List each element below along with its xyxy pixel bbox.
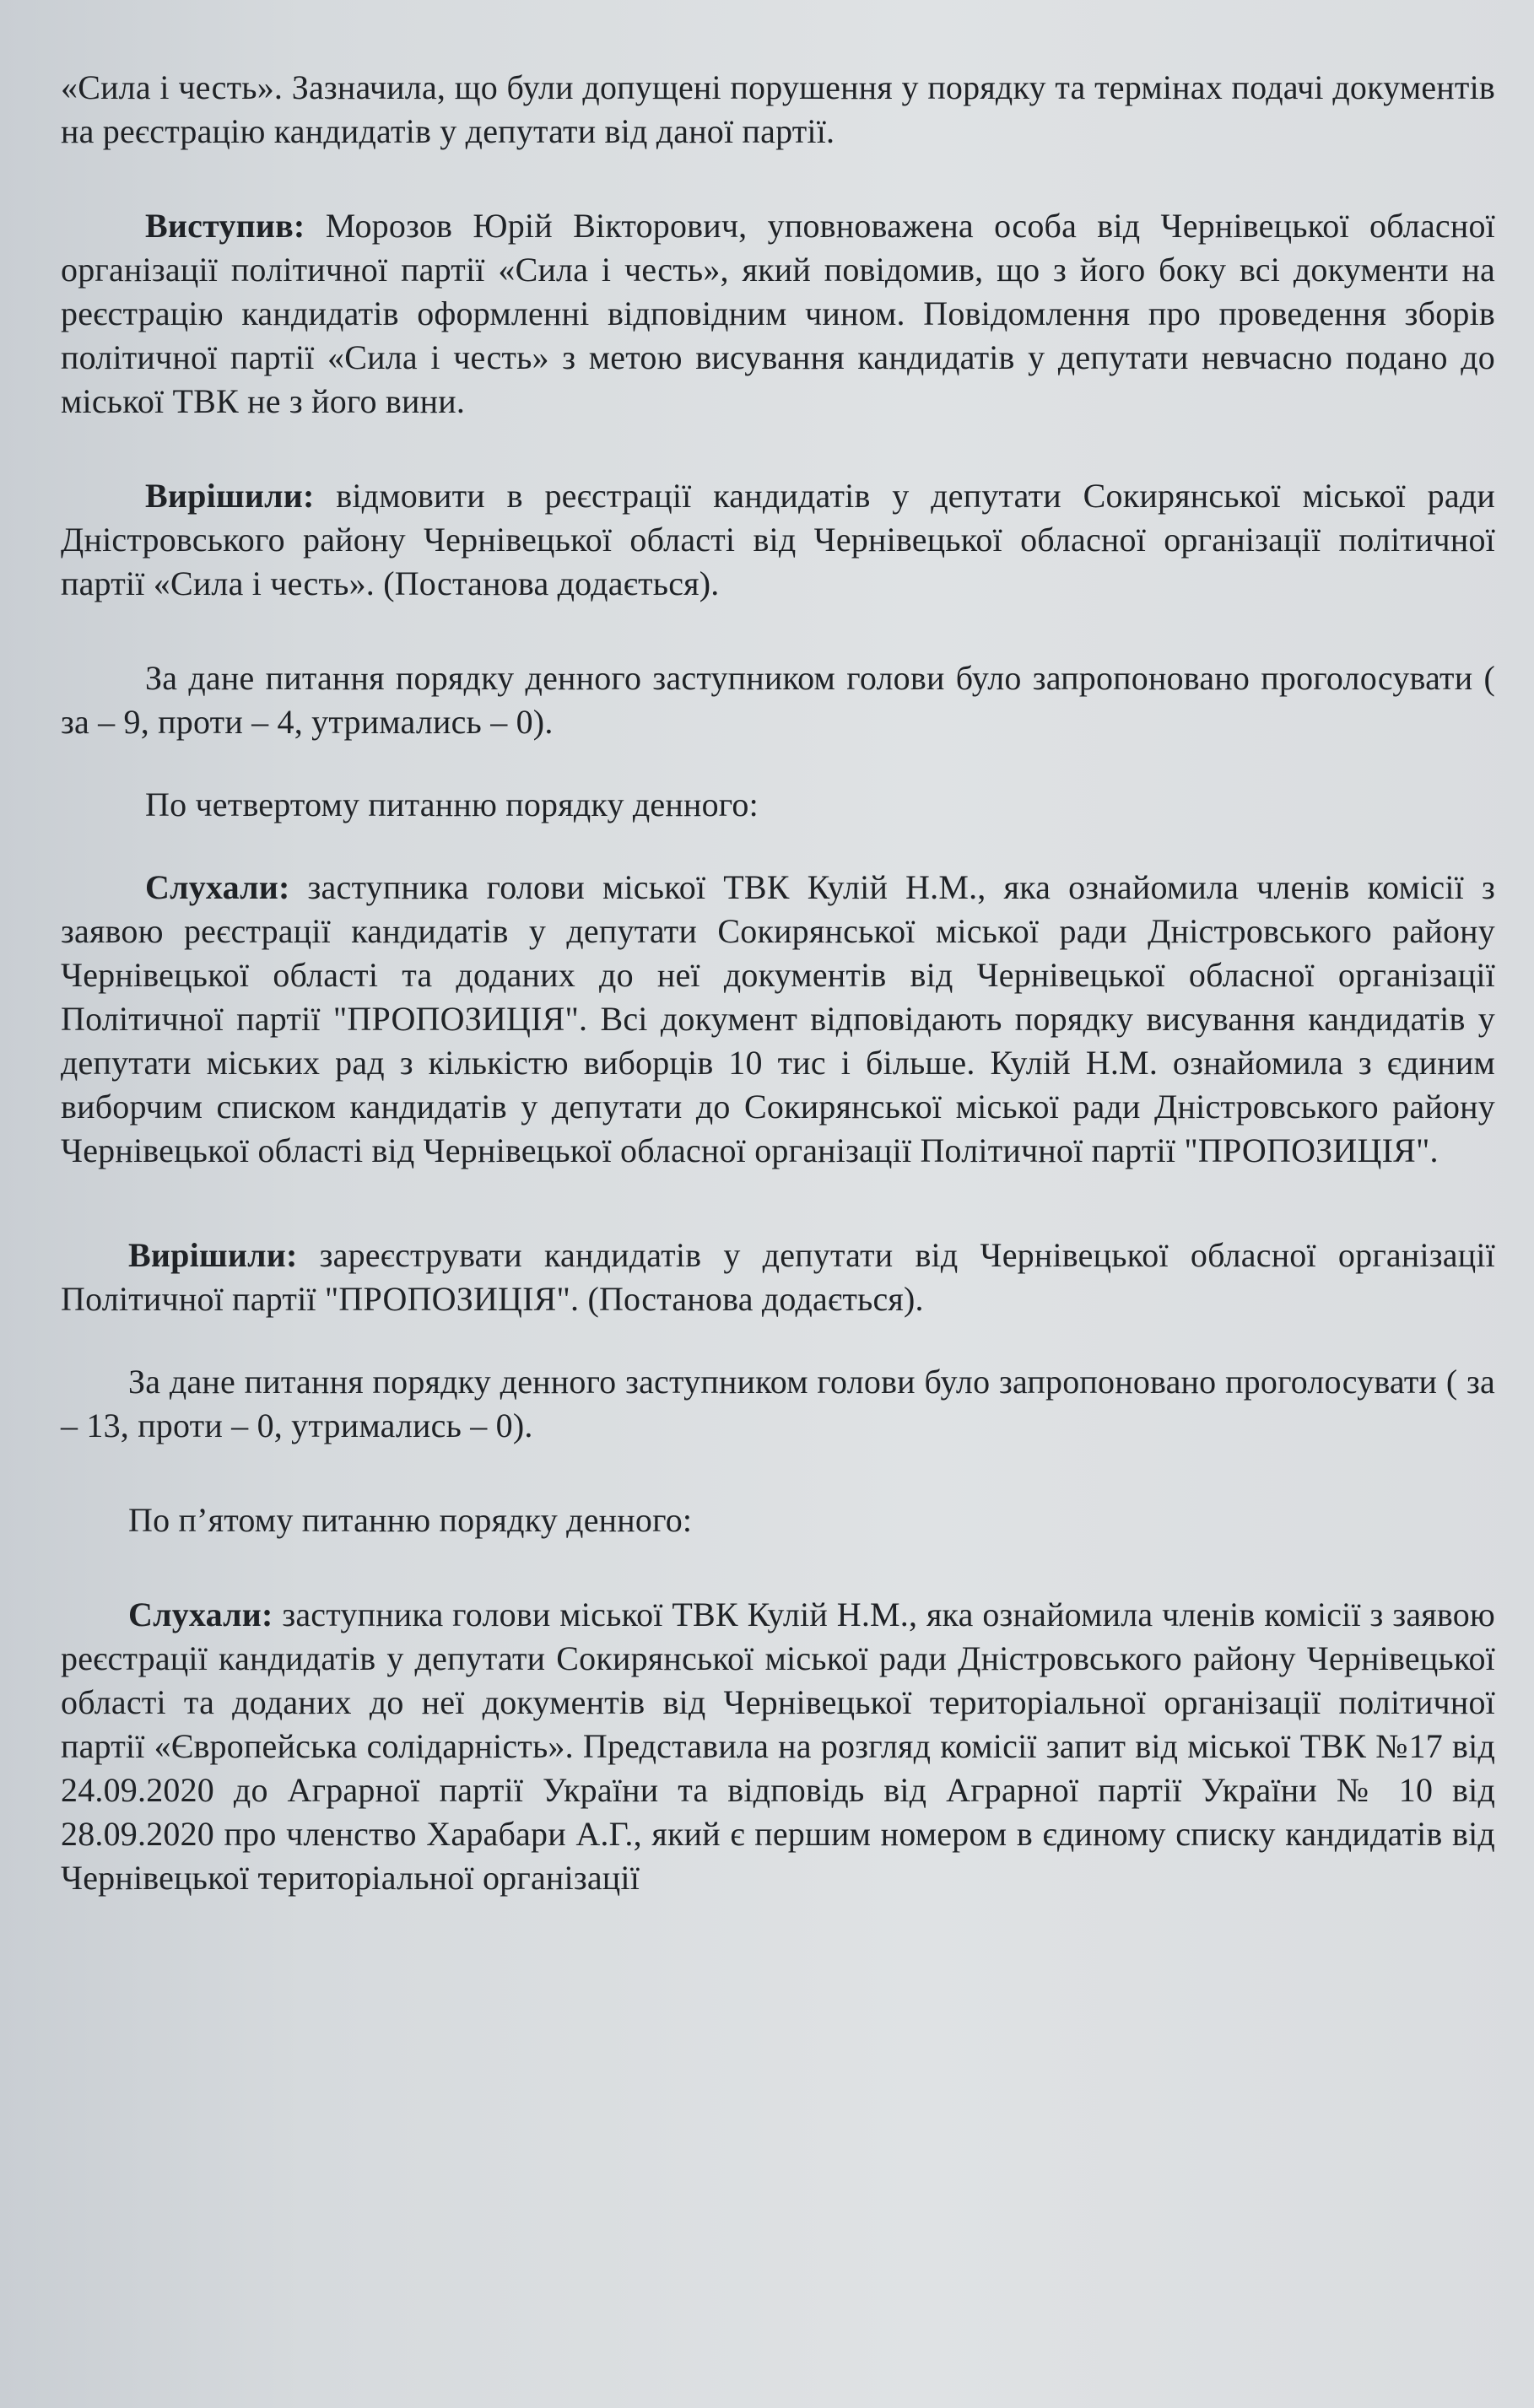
decision-text: відмовити в реєстрації кандидатів у депутати Сокирянської міської ради Дністровського району Чернівецької області від Чернівецької обласної організації політичної партії «Сила і честь». (Постанова додається).: [61, 477, 1495, 602]
spacer: [61, 827, 1495, 866]
heading-item-4: По четвертому питанню порядку денного:: [145, 786, 759, 823]
label-vyrishyly: Вирішили:: [128, 1236, 298, 1274]
paragraph-decision-2: [61, 1234, 1495, 1321]
spacer: [61, 1448, 1495, 1498]
paragraph-vote-2: За дане питання порядку денного заступником голови було запропоновано проголосувати ( за – 13, проти – 0, утримались – 0).: [61, 1363, 1495, 1444]
spacer: [61, 154, 1495, 204]
paragraph-vote-1: За дане питання порядку денного заступником голови було запропоновано проголосувати ( за – 9, проти – 4, утримались – 0).: [61, 659, 1495, 741]
paragraph-speech: [61, 204, 1495, 424]
spacer: [61, 744, 1495, 783]
paragraph-decision-1: [61, 474, 1495, 606]
paragraph-heard-2: [61, 1593, 1495, 1900]
spacer: [61, 1173, 1495, 1234]
label-slukhaly: Слухали:: [145, 868, 290, 906]
decision-text: зареєструвати кандидатів у депутати від Чернівецької обласної організації Політичної партії "ПРОПОЗИЦІЯ". (Постанова додається).: [61, 1236, 1495, 1318]
spacer: [61, 1321, 1495, 1360]
paragraph-heard-1: [61, 866, 1495, 1173]
speech-text: Морозов Юрій Вікторович, уповноважена особа від Чернівецької обласної організації політичної партії «Сила і честь», який повідомив, що з його боку всі документи на реєстрацію кандидатів оформленні відповідним чином. Повідомлення про проведення зборів політичної партії «Сила і честь» з метою висування кандидатів у депутати невчасно подано до міської ТВК не з його вини.: [61, 207, 1495, 420]
label-slukhaly: Слухали:: [128, 1595, 273, 1633]
heard-text: заступника голови міської ТВК Кулій Н.М., яка ознайомила членів комісії з заявою реєстрації кандидатів у депутати Сокирянської міської ради Дністровського району Чернівецької області та доданих до неї документів від Чернівецької територіальної організації політичної партії «Європейська солідарність». Представила на розгляд комісії запит від міської ТВК №17 від 24.09.2020 до Аграрної партії України та відповідь від Аграрної партії України № 10 від 28.09.2020 про членство Харабари А.Г., який є першим номером в єдиному списку кандидатів від Чернівецької територіальної організації: [61, 1595, 1495, 1897]
document-page: [61, 66, 1495, 1900]
spacer: [61, 1542, 1495, 1593]
heading-item-5: По п’ятому питанню порядку денного:: [128, 1501, 693, 1539]
label-vyrishyly: Вирішили:: [145, 477, 315, 515]
spacer: [61, 606, 1495, 656]
label-vystupyv: Виступив:: [145, 207, 305, 245]
heard-text: заступника голови міської ТВК Кулій Н.М., яка ознайомила членів комісії з заявою реєстрації кандидатів у депутати Сокирянської міської ради Дністровського району Чернівецької області та доданих до неї документів від Чернівецької обласної організації Політичної партії "ПРОПОЗИЦІЯ". Всі документ відповідають порядку висування кандидатів у депутати міських рад з кількістю виборців 10 тис і більше. Кулій Н.М. ознайомила з єдиним виборчим списком кандидатів у депутати до Сокирянської міської ради Дністровського району Чернівецької області від Чернівецької обласної організації Політичної партії "ПРОПОЗИЦІЯ".: [61, 868, 1495, 1169]
spacer: [61, 424, 1495, 474]
paragraph-continuation: «Сила і честь». Зазначила, що були допущені порушення у порядку та термінах подачі документів на реєстрацію кандидатів у депутати від даної партії.: [61, 68, 1495, 150]
